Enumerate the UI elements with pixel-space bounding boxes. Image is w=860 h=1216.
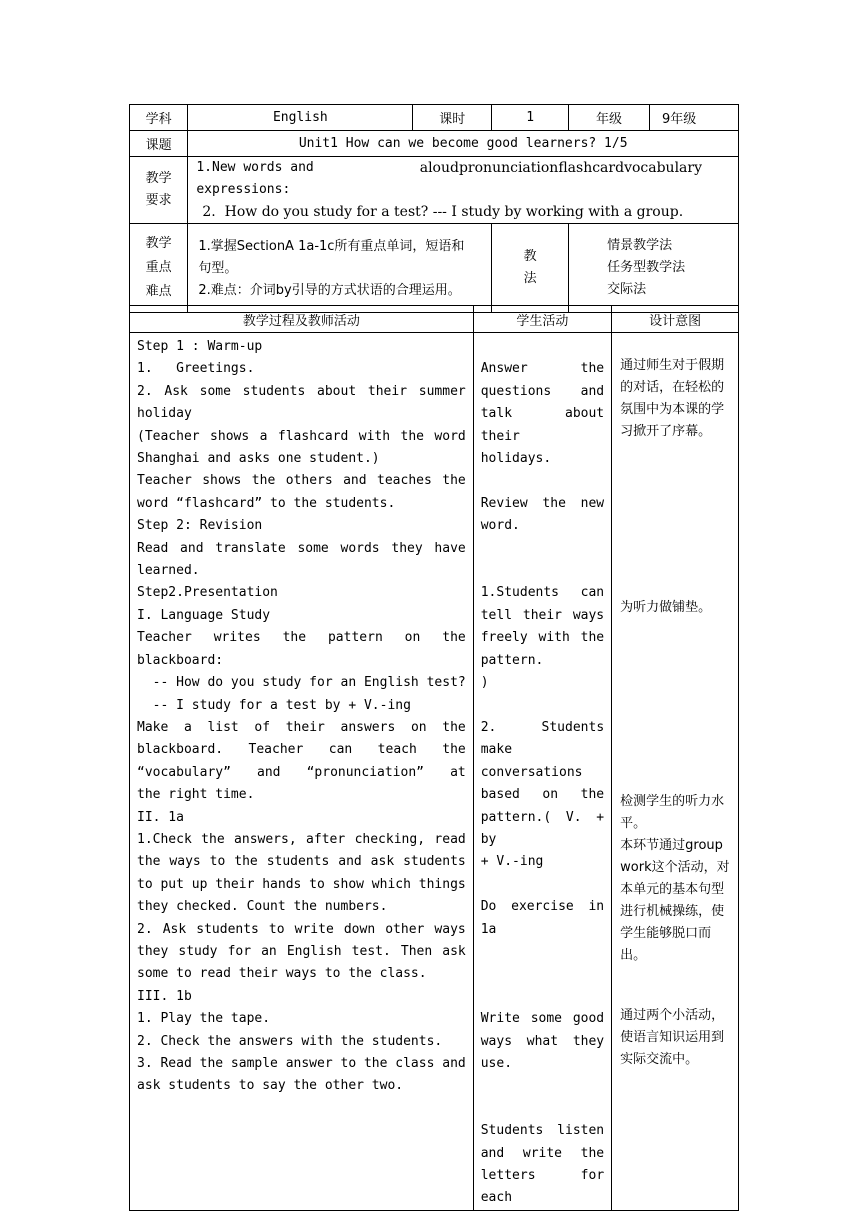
teacher-activity-line: Shanghai and asks one student.) <box>137 451 380 467</box>
key-points-label: 教学 重点 难点 <box>130 224 188 313</box>
key-points-content: 1.掌握SectionA 1a-1c所有重点单词，短语和 句型。 2.难点：介词by引导的方式状语的合理运用。 <box>188 224 492 313</box>
teacher-activity-line: they checked. Count the numbers. <box>137 899 388 915</box>
lesson-info-table <box>129 104 739 313</box>
subject-value: English <box>188 105 413 131</box>
student-activity-line <box>481 1075 604 1097</box>
requirements-content <box>188 157 739 224</box>
teacher-activity-line: Step 1 : Warm-up <box>137 339 263 354</box>
req-line2: 2. How do you study for a test? --- I study by working with a group. <box>202 204 684 220</box>
period-label: 课时 <box>413 105 492 131</box>
student-activity-line <box>481 941 604 963</box>
student-activity-line: tell their ways <box>480 607 605 623</box>
teacher-activity-line: the right time. <box>137 787 255 803</box>
student-activity-line: use. <box>480 1056 513 1071</box>
requirements-label: 教学 要求 <box>130 157 188 224</box>
student-activity-line: Students listen <box>480 1123 605 1139</box>
teacher-activity-line: Teacher shows the others and teaches the <box>137 473 466 489</box>
teacher-activity-line: “vocabulary” and “pronunciation” at <box>137 764 466 780</box>
student-activity-line <box>481 874 604 896</box>
student-activity-line: Write some good <box>480 1011 605 1027</box>
teaching-process-table <box>129 305 739 1211</box>
subject-label: 学科 <box>130 105 188 131</box>
teacher-activity-line: to put up their hands to show which things <box>137 876 466 892</box>
teacher-activity-line: 2. Ask some students about their summer <box>137 383 466 399</box>
student-activity-line <box>481 470 604 492</box>
teacher-activity-line: 2. Check the answers with the students. <box>137 1033 443 1049</box>
student-activity-line: conversations <box>480 764 583 780</box>
design-intent-block: 检测学生的听力水 平。 本环节通过group work这个活动，对 本单元的基本句型 进行机械操练，使 学生能够脱口而 出。 <box>620 794 730 963</box>
student-activity-line: and write the <box>480 1145 605 1161</box>
grade-label: 年级 <box>569 105 650 131</box>
teacher-activity-line: word “flashcard” to the students. <box>137 495 396 511</box>
student-activity-line <box>481 1098 604 1120</box>
methods-list: 情景教学法 任务型教学法 交际法 <box>569 224 739 313</box>
teacher-activity-line: Make a list of their answers on the <box>137 719 466 735</box>
teacher-activity-line: -- How do you study for an English test? <box>137 675 466 691</box>
student-activity-line <box>481 695 604 717</box>
student-activity-line <box>481 963 604 985</box>
teacher-activity-line: Step2.Presentation <box>137 585 278 601</box>
student-activity-line: ways what they <box>480 1033 605 1049</box>
design-intent-block: 通过两个小活动， 使语言知识运用到 实际交流中。 <box>620 1008 725 1067</box>
req-line1-prefix: 1.New words and expressions: <box>196 160 314 197</box>
teacher-activity-line: learned. <box>137 563 200 579</box>
student-activity-column <box>473 333 611 1211</box>
teacher-activity-line: Step 2: Revision <box>137 518 263 534</box>
teacher-activity-line: 1.Check the answers, after checking, read <box>137 831 466 847</box>
student-activity-line: pattern.( V. + by <box>480 809 605 847</box>
teacher-activity-line: -- I study for a test by + V.-ing <box>137 697 411 713</box>
student-activity-line <box>481 538 604 560</box>
teacher-activity-line: 3. Read the sample answer to the class and <box>137 1056 466 1071</box>
teacher-activity-line: Teacher writes the pattern on the <box>137 630 466 646</box>
design-intent-block: 为听力做铺垫。 <box>620 600 712 615</box>
teacher-activity-column <box>130 333 474 1211</box>
teacher-activity-line: ask students to say the other two. <box>137 1078 404 1094</box>
teacher-activity-line: the ways to the students and ask students <box>137 854 466 870</box>
student-activity-line <box>481 336 604 358</box>
student-activity-line: 1.Students can <box>480 585 605 601</box>
topic-value: Unit1 How can we become good learners? 1/5 <box>188 131 739 157</box>
teacher-activity-line: (Teacher shows a flashcard with the word <box>137 428 466 444</box>
teacher-activity-line: they study for an English test. Then ask <box>137 943 466 959</box>
student-activity-line: ) <box>480 675 489 691</box>
period-value: 1 <box>492 105 569 131</box>
teacher-activity-line: some to read their ways to the class. <box>137 966 427 982</box>
student-activity-line: based on the <box>480 787 605 803</box>
grade-value: 9年级 <box>650 105 739 131</box>
method-label: 教 法 <box>492 224 569 313</box>
student-activity-line: pattern. <box>480 652 544 668</box>
student-activity-line: Do exercise in 1a <box>480 899 605 937</box>
student-activity-line: letters for each <box>480 1168 605 1206</box>
student-activity-line: Answer the <box>480 361 605 377</box>
process-header: 教学过程及教师活动 <box>130 306 474 333</box>
student-activity-line: + V.-ing <box>480 854 544 870</box>
topic-label: 课题 <box>130 131 188 157</box>
student-activity-line <box>481 560 604 582</box>
teacher-activity-line: 2. Ask students to write down other ways <box>137 921 466 937</box>
teacher-activity-line: blackboard. Teacher can teach the <box>137 742 466 758</box>
student-activity-line: word. <box>480 518 520 534</box>
student-activity-line <box>481 986 604 1008</box>
teacher-activity-line: holiday <box>137 406 192 422</box>
teacher-activity-line: II. 1a <box>137 809 184 825</box>
student-activity-line: freely with the <box>480 630 605 646</box>
design-intent-block: 通过师生对于假期 的对话，在轻松的 氛围中为本课的学 习掀开了序幕。 <box>620 358 725 439</box>
student-activity-line: talk about their <box>480 406 605 444</box>
student-activity-line: 2. Students make <box>480 719 605 758</box>
student-activity-line: questions and <box>480 383 605 399</box>
req-line1-words: aloud pronunciation flashcard vocabulary <box>419 160 702 176</box>
teacher-activity-line: 1. Greetings. <box>137 361 255 377</box>
teacher-activity-line: Read and translate some words they have <box>137 540 466 556</box>
student-activity-line: Review the new <box>480 495 605 511</box>
design-intent-header: 设计意图 <box>612 306 739 333</box>
student-activity-line: holidays. <box>480 451 552 467</box>
teacher-activity-line: blackboard: <box>137 652 224 668</box>
teacher-activity-line: III. 1b <box>137 988 192 1004</box>
teacher-activity-line: 1. Play the tape. <box>137 1011 271 1027</box>
student-activity-header: 学生活动 <box>473 306 611 333</box>
teacher-activity-line: I. Language Study <box>137 607 271 623</box>
design-intent-column <box>612 333 739 1211</box>
